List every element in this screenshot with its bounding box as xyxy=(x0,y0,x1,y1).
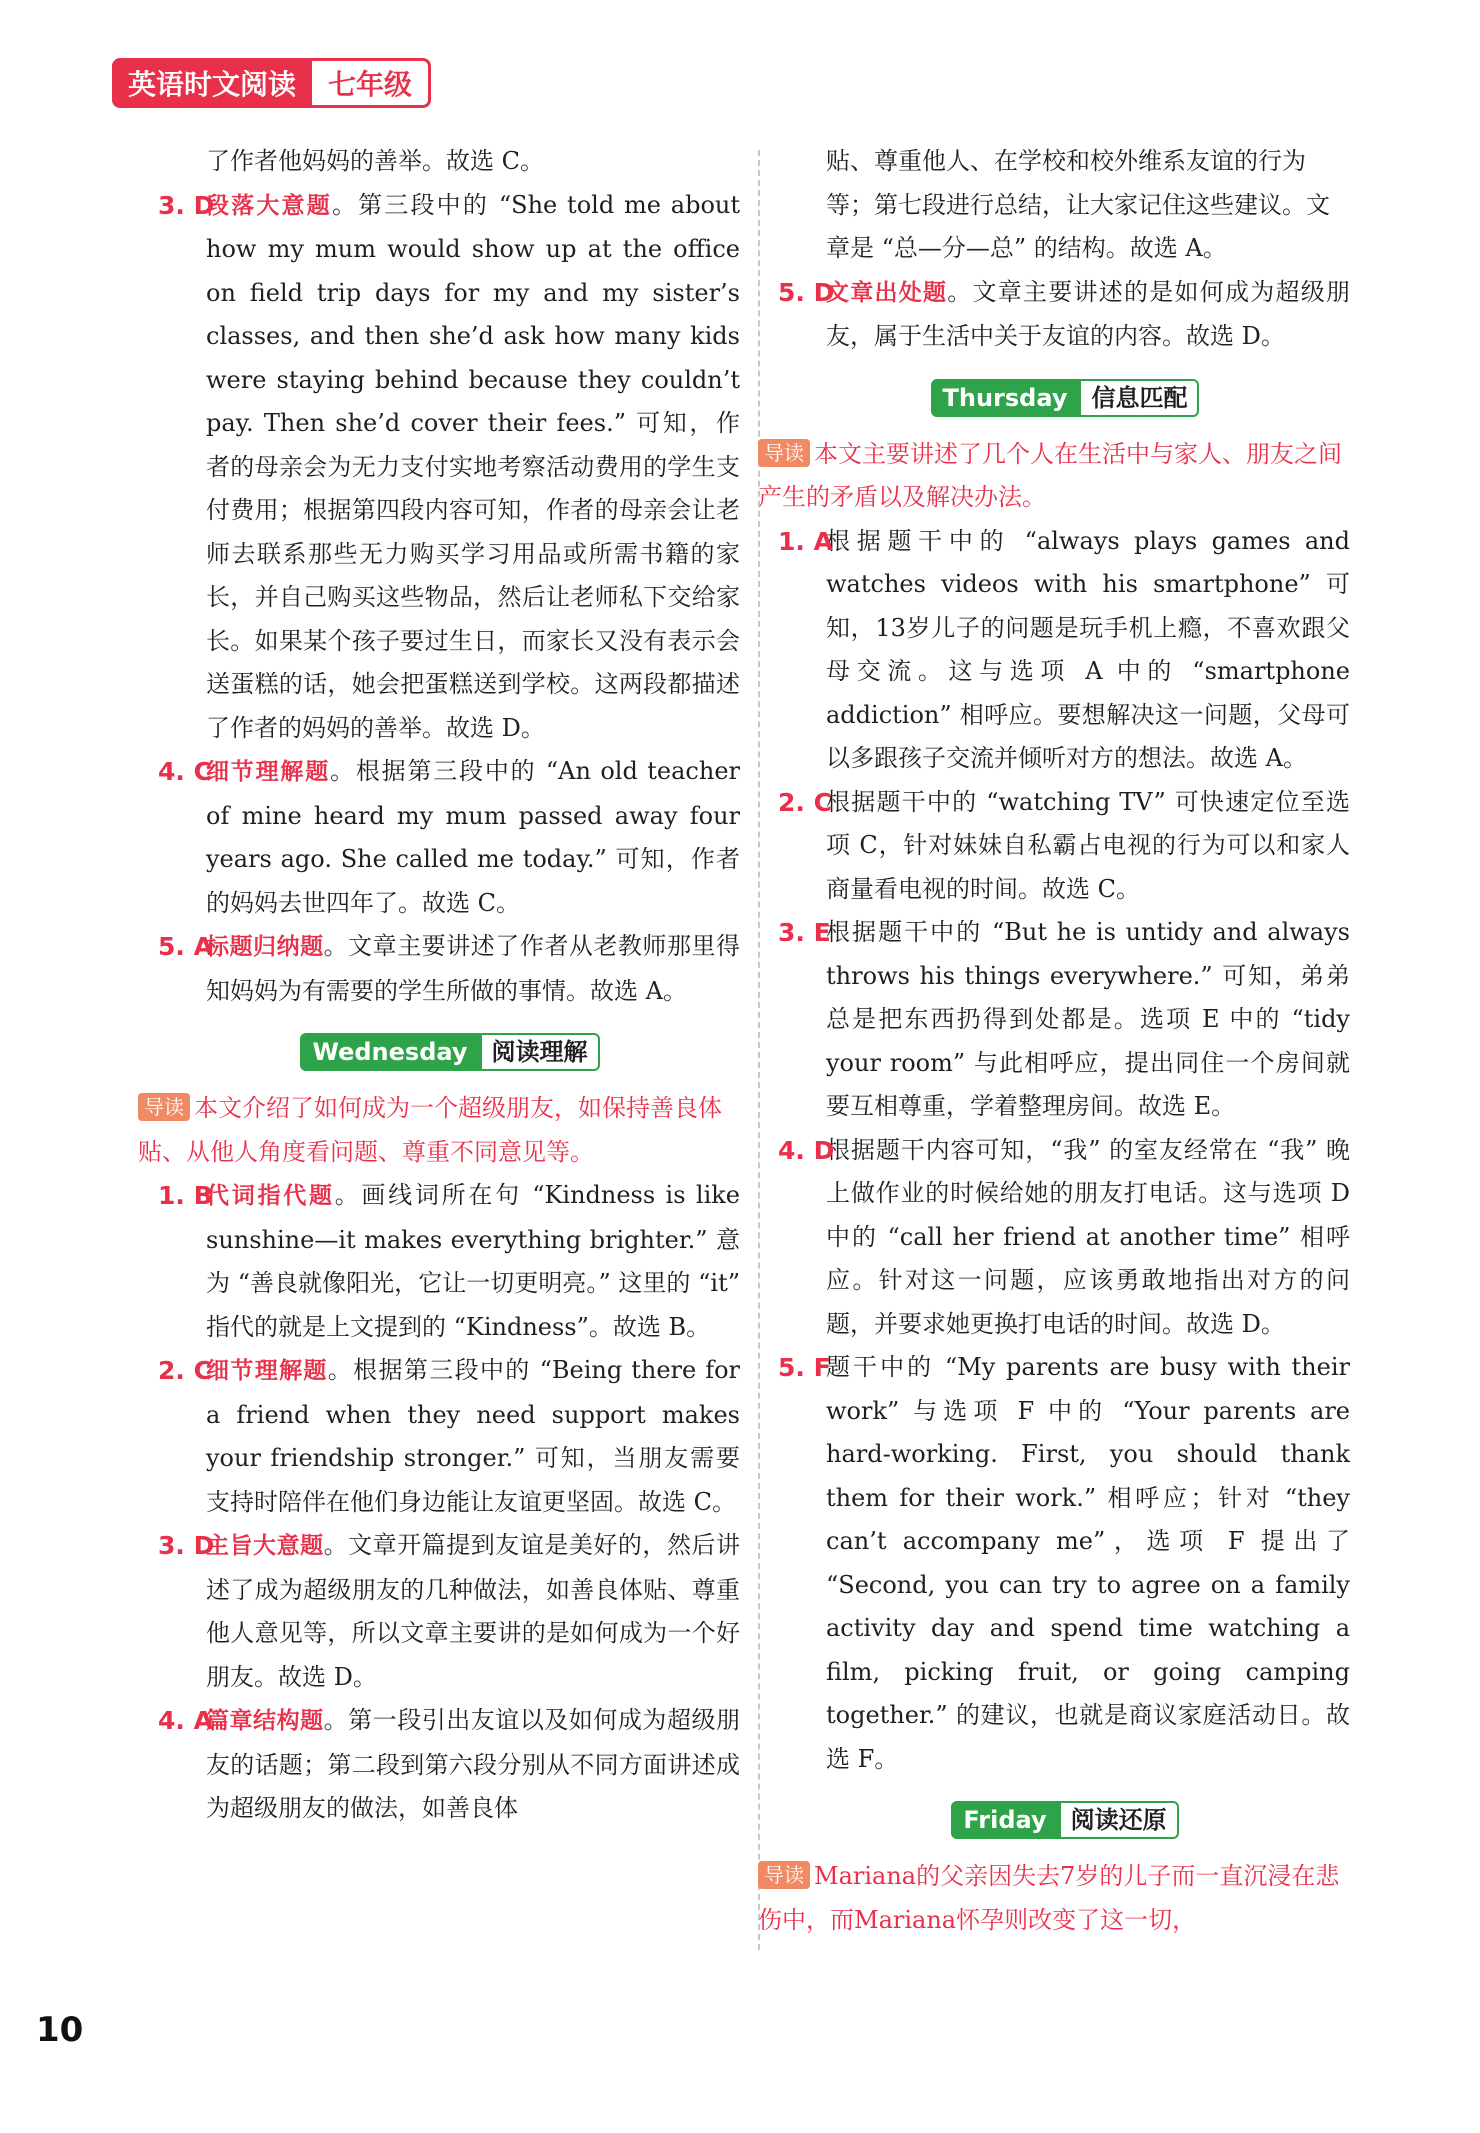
day-name: Thursday xyxy=(931,379,1080,417)
answer-item xyxy=(780,911,1350,1129)
guide-text: Mariana的父亲因失去7岁的儿子而一直沉浸在悲伤中，而Mariana怀孕则改变了这一切， xyxy=(758,1862,1340,1934)
column-divider xyxy=(758,150,760,1950)
question-type: 标题归纳题 xyxy=(206,934,324,960)
answer-number: 1. A xyxy=(778,526,833,556)
answer-number: 3. D xyxy=(158,190,215,220)
answer-number: 5. D xyxy=(778,277,835,307)
continued-text: 贴、尊重他人、在学校和校外维系友谊的行为等；第七段进行总结，让大家记住这些建议。文章是 “总—分—总” 的结构。故选 A。 xyxy=(826,147,1330,262)
answer-explanation: 根据题干中的 “But he is untidy and always throws his things everywhere.” 可知，弟弟总是把东西扔得到处都是。选项 E 中的 “tidy your room” 与此相呼应，提出同住一个房间就要互相尊重，学着整理房间。故选 E。 xyxy=(826,918,1350,1120)
answer-explanation: 。第三段中的 “She told me about how my mum would show up at the office on field trip days for my and my sister’s classes, and then she’d ask how many kids were staying behind because they couldn’t pay. Then she’d cover their fees.” 可知，作者的母亲会为无力支付实地考察活动费用的学生支付费用；根据第四段内容可知，作者的母亲会让老师去联系那些无力购买学习用品或所需书籍的家长，并自己购买这些物品，然后让老师私下交给家长。如果某个孩子要过生日，而家长又没有表示会送蛋糕的话，她会把蛋糕送到学校。这两段都描述了作者的妈妈的善举。故选 D。 xyxy=(206,190,741,742)
question-type: 代词指代题 xyxy=(206,1183,335,1209)
answer-item xyxy=(780,520,1350,781)
answer-explanation: 。画线词所在句 “Kindness is like sunshine—it makes everything brighter.” 意为 “善良就像阳光，它让一切更明亮。” 这里的 “it” 指代的就是上文提到的 “Kindness”。故选 B。 xyxy=(206,1181,741,1341)
question-type: 细节理解题 xyxy=(206,1358,328,1384)
answer-explanation: 。文章开篇提到友谊是美好的，然后讲述了成为超级朋友的几种做法，如善良体贴、尊重他人意见等，所以文章主要讲的是如何成为一个好朋友。故选 D。 xyxy=(206,1531,741,1691)
answer-item xyxy=(160,750,740,925)
answer-explanation: 根据题干中的 “watching TV” 可快速定位至选项 C，针对妹妹自私霸占电视的行为可以和家人商量看电视的时间。故选 C。 xyxy=(826,787,1350,903)
book-header xyxy=(112,58,431,108)
answer-number: 4. A xyxy=(158,1706,213,1735)
day-heading-friday xyxy=(780,1801,1350,1839)
guide-badge: 导读 xyxy=(758,1861,810,1889)
answer-item xyxy=(160,1349,740,1524)
guide-paragraph xyxy=(138,1087,740,1174)
answer-item xyxy=(780,271,1350,359)
answer-explanation: 。根据第三段中的 “An old teacher of mine heard my mum passed away four years ago. She called me today.” 可知，作者的妈妈去世四年了。故选 C。 xyxy=(206,757,740,917)
answer-number: 2. C xyxy=(778,787,832,817)
answer-item xyxy=(160,1524,740,1699)
grade-label: 七年级 xyxy=(312,58,431,108)
answer-item xyxy=(780,781,1350,912)
guide-paragraph xyxy=(758,1855,1350,1942)
section-type: 信息匹配 xyxy=(1079,379,1199,417)
answer-item xyxy=(160,1174,740,1349)
answer-number: 5. F xyxy=(778,1353,831,1382)
question-type: 段落大意题 xyxy=(206,192,332,219)
continued-text: 了作者他妈妈的善举。故选 C。 xyxy=(206,147,544,175)
answer-explanation: 。第一段引出友谊以及如何成为超级朋友的话题；第二段到第六段分别从不同方面讲述成为超级朋友的做法，如善良体 xyxy=(206,1706,741,1822)
question-type: 细节理解题 xyxy=(206,759,331,785)
left-column xyxy=(138,140,741,1831)
answer-item xyxy=(160,184,740,751)
answer-number: 1. B xyxy=(158,1181,213,1210)
guide-paragraph xyxy=(758,433,1350,520)
section-type: 阅读还原 xyxy=(1059,1801,1179,1839)
answer-number: 3. D xyxy=(158,1531,215,1560)
day-name: Wednesday xyxy=(300,1033,479,1071)
answer-number: 3. E xyxy=(778,918,831,947)
answer-item xyxy=(780,1129,1350,1347)
answer-explanation: 。文章主要讲述了作者从老教师那里得知妈妈为有需要的学生所做的事情。故选 A。 xyxy=(206,932,741,1005)
page-number: 10 xyxy=(36,2010,84,2050)
answer-number: 4. D xyxy=(778,1135,835,1165)
guide-text: 本文主要讲述了几个人在生活中与家人、朋友之间产生的矛盾以及解决办法。 xyxy=(758,439,1342,511)
answer-explanation: 。根据第三段中的 “Being there for a friend when they need support makes your friendship stronger.” 可知，当朋友需要支持时陪伴在他们身边能让友谊更坚固。故选 C。 xyxy=(206,1356,741,1516)
answer-item xyxy=(160,1699,740,1831)
answer-explanation: 根据题干中的 “always plays games and watches videos with his smartphone” 可知，13岁儿子的问题是玩手机上瘾，不喜欢跟父母交流。这与选项 A 中的 “smartphone addiction” 相呼应。要想解决这一问题，父母可以多跟孩子交流并倾听对方的想法。故选 A。 xyxy=(826,526,1350,772)
question-type: 文章出处题 xyxy=(826,279,948,306)
day-name: Friday xyxy=(951,1801,1058,1839)
answer-explanation: 。文章主要讲述的是如何成为超级朋友，属于生活中关于友谊的内容。故选 D。 xyxy=(826,277,1350,350)
answer-number: 4. C xyxy=(158,757,212,786)
section-type: 阅读理解 xyxy=(480,1033,600,1071)
guide-text: 本文介绍了如何成为一个超级朋友，如保持善良体贴、从他人角度看问题、尊重不同意见等。 xyxy=(138,1094,722,1166)
question-type: 篇章结构题 xyxy=(206,1708,324,1734)
answer-item xyxy=(780,1346,1350,1781)
day-heading-wednesday xyxy=(160,1033,740,1071)
book-title: 英语时文阅读 xyxy=(112,58,312,108)
guide-badge: 导读 xyxy=(758,439,810,467)
question-type: 主旨大意题 xyxy=(206,1533,324,1559)
answer-explanation: 根据题干内容可知，“我” 的室友经常在 “我” 晚上做作业的时候给她的朋友打电话。这与选项 D 中的 “call her friend at another time” 相呼应。针对这一问题，应该勇敢地指出对方的问题，并要求她更换打电话的时间。故选 D。 xyxy=(826,1135,1350,1338)
answer-number: 2. C xyxy=(158,1356,212,1385)
answer-item xyxy=(160,925,740,1013)
day-heading-thursday xyxy=(780,379,1350,417)
right-column xyxy=(758,140,1350,1942)
guide-badge: 导读 xyxy=(138,1093,190,1121)
answer-number: 5. A xyxy=(158,932,213,961)
answer-explanation: 题干中的 “My parents are busy with their work” 与选项 F 中的 “Your parents are hard-working. First, you should thank them for their work.” 相呼应；针对 “they can’t accompany me”，选项 F 提出了 “Second, you can try to agree on a family activity day and spend time watching a film, picking fruit, or going camping together.” 的建议，也就是商议家庭活动日。故选 F。 xyxy=(826,1353,1350,1773)
